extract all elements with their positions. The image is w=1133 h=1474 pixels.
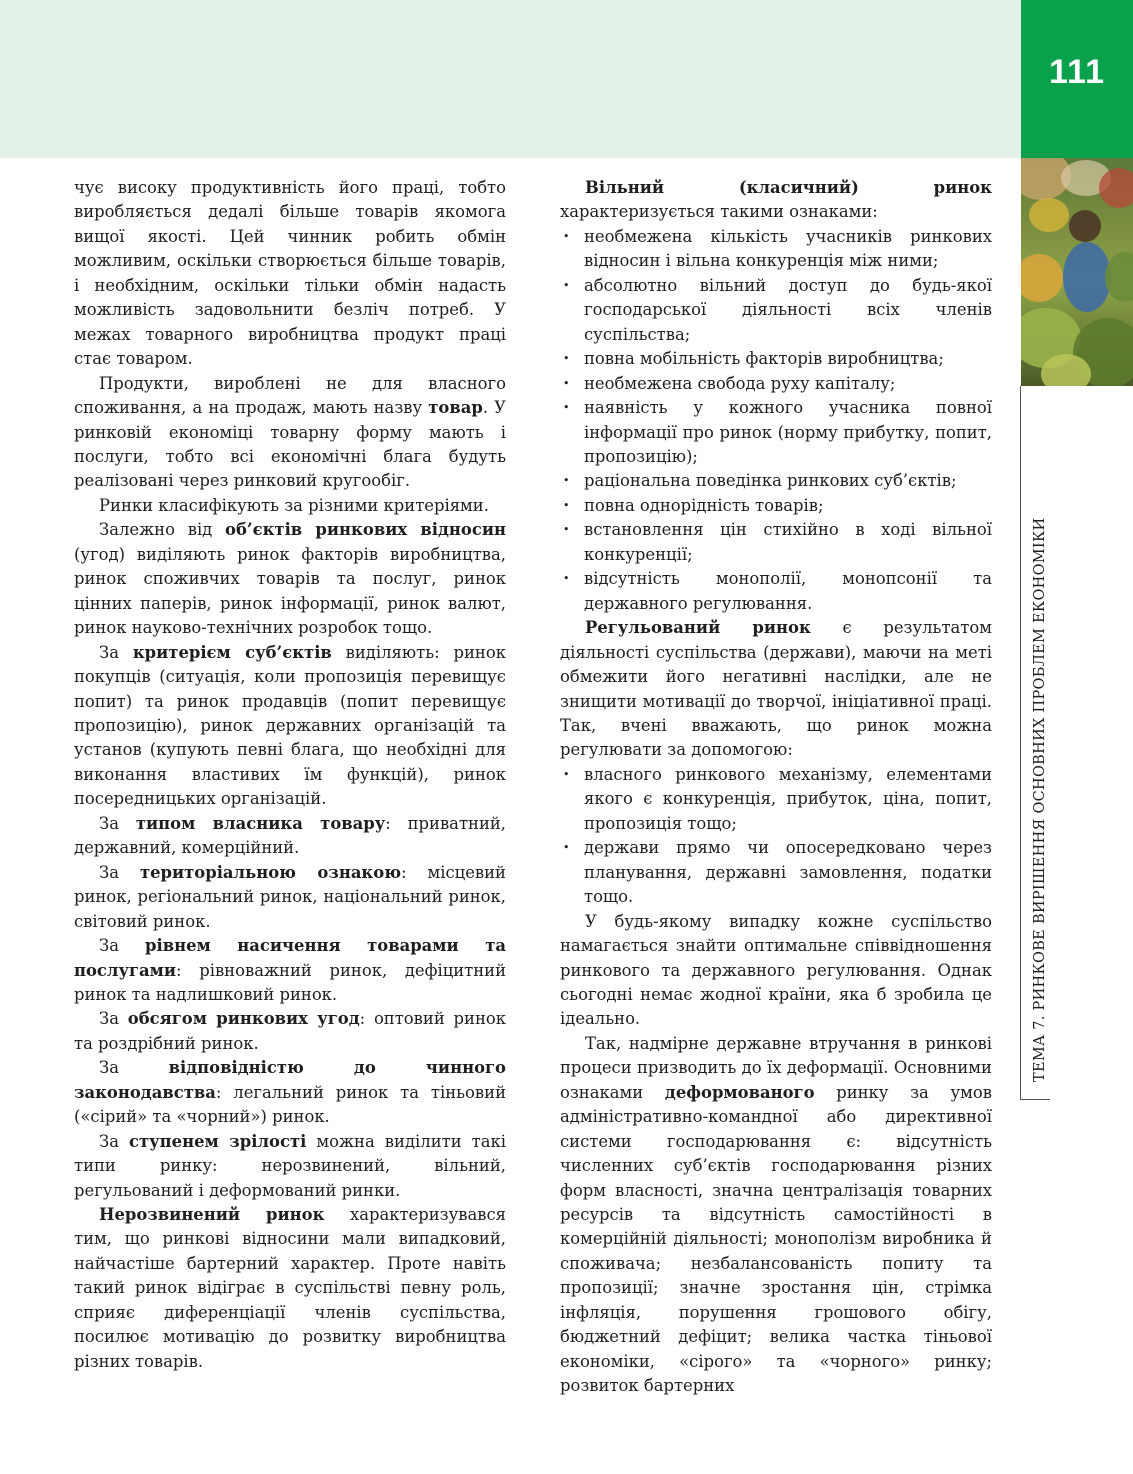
bullet-item: • абсолютно вільний доступ до будь-якої господарської діяльності всіх членів суспільства;	[560, 274, 992, 347]
paragraph	[74, 518, 506, 640]
text-run: За	[99, 1131, 130, 1151]
text-run: Продукти, вироблені не для власного споживання, а на продаж, мають назву	[74, 373, 506, 418]
bullet-item: • держави прямо чи опосередковано через планування, державні замовлення, податки тощо.	[560, 836, 992, 909]
bullet-item: • відсутність монополії, монопсонії та державного регулювання.	[560, 567, 992, 616]
bullet-list	[560, 763, 992, 910]
text-run: За	[99, 1058, 169, 1078]
bullet-item: • необмежена свобода руху капіталу;	[560, 372, 992, 396]
bold-term: об’єктів ринкових відносин	[225, 520, 506, 540]
text-run: чує високу продуктивність його праці, тобто виробляється дедалі більше товарів якомога вищої якості. Цей чинник робить обмін можливим, оскільки створюється більше товарів, і необхідним, оскільки тільки обмін надасть можливість задовольнити безліч потреб. У межах товарного виробництва продукт праці стає товаром.	[74, 178, 506, 369]
bullet-item: • повна мобільність факторів виробництва;	[560, 347, 992, 371]
paragraph	[74, 1007, 506, 1056]
paragraph	[74, 1130, 506, 1203]
text-run: характеризується такими ознаками:	[560, 202, 878, 222]
text-run: За	[99, 642, 133, 662]
bullet-list	[560, 225, 992, 616]
text-run: За	[99, 862, 140, 882]
text-run: За	[99, 936, 146, 956]
bold-term: обсягом ринкових угод	[127, 1009, 360, 1029]
bold-term: відповідністю до чинного законодавства	[74, 1058, 506, 1102]
bullet-item: • встановлення цін стихійно в ході вільної конкуренції;	[560, 518, 992, 567]
text-run: характеризувався тим, що ринкові відносини мали випадковий, найчастіше бартерний характер. Проте навіть такий ринок відіграє в суспільстві певну роль, сприяє диференціації членів суспільства, посилює мотивацію до розвитку виробництва різних товарів.	[74, 1205, 507, 1371]
market-photo	[1021, 158, 1133, 386]
text-run: Так, надмірне державне втручання в ринкові процеси призводить до їх деформації. Основними ознаками	[560, 1033, 992, 1102]
text-run: Ринки класифікують за різними критеріями.	[99, 495, 489, 515]
bold-term: типом власника товару	[135, 813, 386, 833]
text-run: : приватний, державний, комерційний.	[74, 813, 506, 858]
bold-term: Нерозвинений ринок	[99, 1205, 325, 1225]
paragraph	[74, 494, 506, 518]
paragraph	[74, 372, 506, 494]
bullet-item: • необмежена кількість учасників ринкових відносин і вільна конкуренція між ними;	[560, 225, 992, 274]
bold-term: територіальною ознакою	[139, 862, 402, 882]
bold-term: рівнем насичення товарами та послугами	[74, 936, 506, 980]
bullet-item: • власного ринкового механізму, елементами якого є конкуренція, прибуток, ціна, попит, пропозиція тощо;	[560, 763, 992, 836]
left-column	[74, 176, 506, 1374]
bold-term: Регульований ринок	[585, 618, 811, 638]
bold-term: товар	[428, 398, 483, 418]
text-run: Залежно від	[99, 520, 226, 540]
paragraph	[74, 812, 506, 861]
paragraph	[74, 861, 506, 934]
text-run: У будь-якому випадку кожне суспільство намагається знайти оптимальне співвідношення ринкового та державного регулювання. Однак сьогодні немає жодної країни, яка б зробила це ідеально.	[560, 911, 992, 1029]
paragraph	[74, 176, 506, 372]
bold-term: критерієм суб’єктів	[132, 642, 332, 662]
text-run: . У ринковій економіці товарну форму мають і послуги, тобто всі економічні блага будуть реалізовані через ринковий кругообіг.	[74, 398, 506, 491]
text-run: За	[99, 813, 136, 833]
paragraph	[560, 616, 992, 763]
paragraph	[74, 641, 506, 812]
paragraph	[560, 1032, 992, 1399]
paragraph	[74, 1203, 506, 1374]
paragraph	[74, 1056, 506, 1129]
side-rule-foot	[1020, 1099, 1050, 1100]
right-column	[560, 176, 992, 1399]
bullet-item: • раціональна поведінка ринкових суб’єктів;	[560, 469, 992, 493]
topic-title-vertical: ТЕМА 7. РИНКОВЕ ВИРІШЕННЯ ОСНОВНИХ ПРОБЛЕМ ЕКОНОМІКИ	[1032, 517, 1048, 1082]
text-run: : місцевий ринок, регіональний ринок, національний ринок, світовий ринок.	[74, 862, 506, 931]
text-run: : рівноважний ринок, дефіцитний ринок та надлишковий ринок.	[74, 960, 506, 1004]
text-run: виділяють: ринок покупців (ситуація, коли пропозиція перевищує попит) та ринок продавців (попит перевищує пропозицію), ринок державних організацій та установ (купують певні блага, що необхідні для виконання властивих їм функцій), ринок посередницьких організацій.	[74, 642, 506, 809]
paragraph	[74, 934, 506, 1007]
bold-term: Вільний (класичний) ринок	[585, 178, 992, 197]
text-run: ринку за умов адміністративно-командної або директивної системи господарювання є: відсутність численних суб’єктів господарювання різних форм власності, значна централізація товарних ресурсів та відсутність самостійності в комерційній діяльності; монополізм виробника й споживача; незбалансованість попиту та пропозиції; значне зростання цін, стрімка інфляція, порушення грошового обігу, бюджетний дефіцит; велика частка тіньової економіки, «сірого» та «чорного» ринку; розвиток бартерних	[560, 1082, 993, 1396]
side-rule	[1020, 386, 1021, 1100]
header-band	[0, 0, 1021, 158]
text-run: : легальний ринок та тіньовий («сірий» та «чорний») ринок.	[74, 1082, 506, 1127]
paragraph	[560, 910, 992, 1032]
text-run: (угод) виділяють ринок факторів виробництва, ринок споживчих товарів та послуг, ринок цінних паперів, ринок інформації, ринок валют, ринок науково-технічних розробок тощо.	[74, 544, 506, 638]
text-run: можна виділити такі типи ринку: нерозвинений, вільний, регульований і деформований ринки.	[74, 1131, 506, 1200]
bold-term: ступенем зрілості	[129, 1131, 307, 1151]
bold-term: деформованого	[664, 1082, 815, 1102]
text-run: : оптовий ринок та роздрібний ринок.	[74, 1009, 506, 1053]
bullet-item: • повна однорідність товарів;	[560, 494, 992, 518]
bullet-item: • наявність у кожного учасника повної інформації про ринок (норму прибутку, попит, пропозицію);	[560, 396, 992, 469]
page-number: 111	[1021, 0, 1133, 158]
paragraph	[560, 176, 992, 225]
text-run: є результатом діяльності суспільства (держави), маючи на меті обмежити його негативні наслідки, але не знищити мотивації до творчої, ініціативної праці. Так, вчені вважають, що ринок можна регулювати за допомогою:	[560, 618, 992, 760]
text-run: За	[99, 1009, 128, 1029]
